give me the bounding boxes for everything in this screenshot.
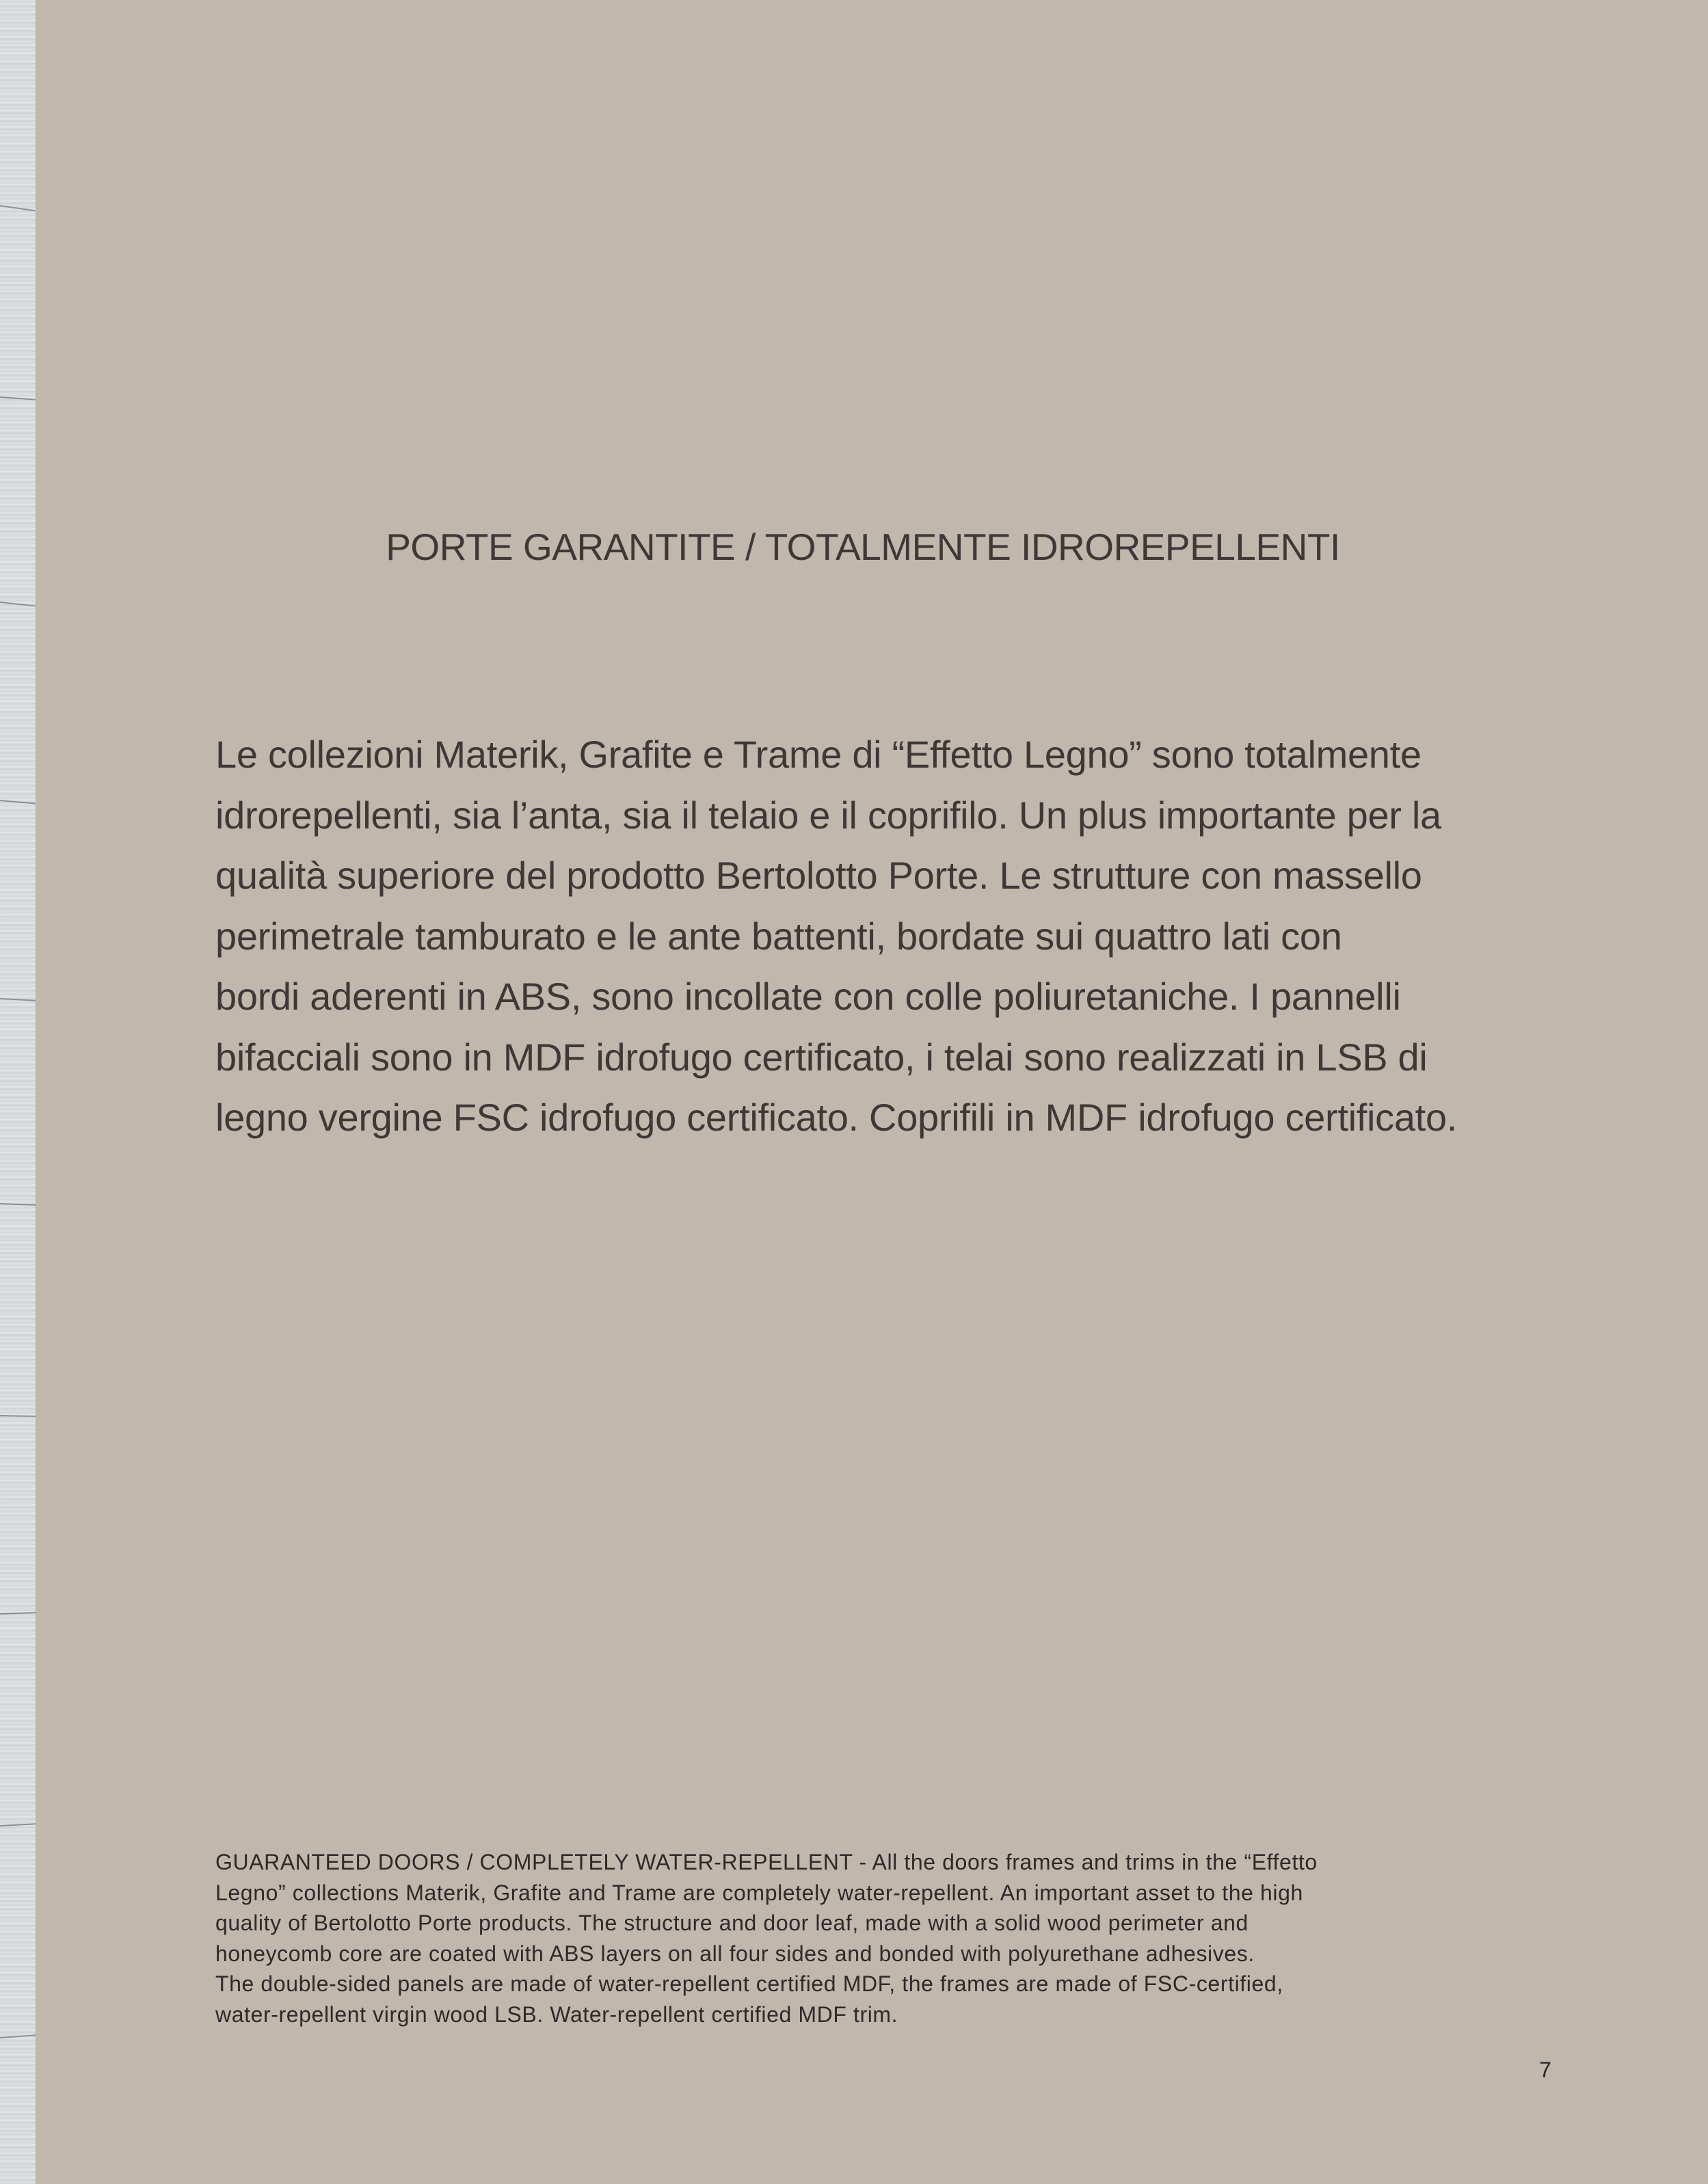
strip-grain-line	[0, 998, 36, 1001]
english-text-line: water-repellent virgin wood LSB. Water-repellent certified MDF trim.	[215, 2001, 898, 2027]
strip-grain-line	[0, 396, 36, 401]
english-text-line: GUARANTEED DOORS / COMPLETELY WATER-REPELLENT - All the doors frames and trims in the “Effetto	[215, 1850, 1318, 1874]
italian-body-text	[215, 725, 1535, 1148]
italian-text-line: idrorepellenti, sia l’anta, sia il telaio e il coprifilo. Un plus importante per la	[215, 793, 1441, 837]
italian-text-line: perimetrale tamburato e le ante battenti, bordate sui quattro lati con	[215, 914, 1342, 958]
page-number: 7	[1539, 2058, 1551, 2082]
italian-text-line: qualità superiore del prodotto Bertolotto Porte. Le strutture con massello	[215, 854, 1422, 897]
english-text-line: Legno” collections Materik, Grafite and Trame are completely water-repellent. An important asset to the high	[215, 1880, 1303, 1905]
strip-grain-line	[0, 1823, 36, 1826]
italian-text-line: bordi aderenti in ABS, sono incollate con colle poliuretaniche. I pannelli	[215, 975, 1401, 1018]
italian-text-line: legno vergine FSC idrofugo certificato. Coprifili in MDF idrofugo certificato.	[215, 1096, 1458, 1139]
strip-grain-line	[0, 2034, 36, 2038]
strip-grain-line	[0, 1203, 36, 1206]
english-text-line: quality of Bertolotto Porte products. The structure and door leaf, made with a solid wood perimeter and	[215, 1911, 1249, 1935]
english-text-line: honeycomb core are coated with ABS layers on all four sides and bonded with polyurethane adhesives.	[215, 1941, 1255, 1966]
strip-grain-line	[0, 1612, 36, 1615]
italian-text-line: Le collezioni Materik, Grafite e Trame di “Effetto Legno” sono totalmente	[215, 733, 1422, 776]
strip-grain-line	[0, 205, 36, 211]
italian-text-line: bifacciali sono in MDF idrofugo certificato, i telai sono realizzati in LSB di	[215, 1035, 1428, 1079]
left-wood-texture-strip	[0, 0, 36, 2184]
strip-grain-line	[0, 602, 36, 606]
strip-grain-line	[0, 800, 36, 805]
english-text-line: The double-sided panels are made of water-repellent certified MDF, the frames are made of FSC-certified,	[215, 1971, 1283, 1996]
page-title: PORTE GARANTITE / TOTALMENTE IDROREPELLENTI	[386, 526, 1340, 568]
english-body-text	[215, 1847, 1556, 2030]
strip-grain-line	[0, 1415, 36, 1417]
